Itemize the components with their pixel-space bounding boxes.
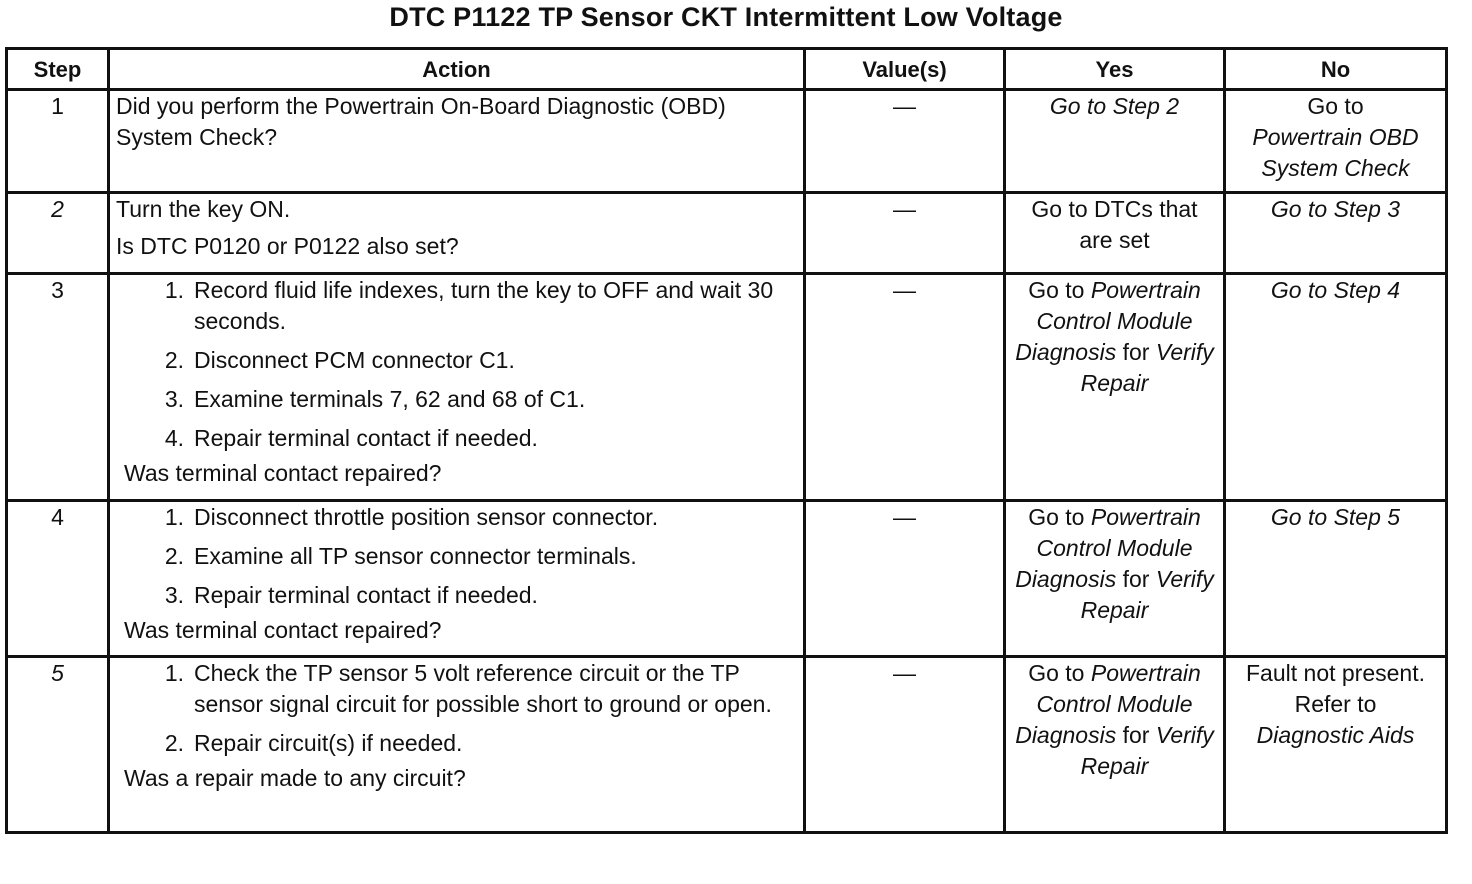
step-number: 5 [7, 657, 109, 833]
substep-text: Examine terminals 7, 62 and 68 of C1. [194, 386, 586, 412]
substep-list [116, 275, 797, 454]
header-action: Action [109, 49, 805, 90]
action-question: Is DTC P0120 or P0122 also set? [116, 233, 459, 259]
action-cell [109, 193, 805, 274]
substep-list [116, 502, 797, 611]
substep-text: Examine all TP sensor connector terminals. [194, 543, 637, 569]
step-number: 2 [7, 193, 109, 274]
action-question: Was terminal contact repaired? [124, 617, 442, 643]
step-number: 3 [7, 274, 109, 501]
yes-reference: Powertrain Control Module Diagnosis [1015, 660, 1201, 748]
step-number: 4 [7, 501, 109, 657]
yes-cell [1005, 657, 1225, 833]
value-cell: — [805, 193, 1005, 274]
substep-list [116, 658, 797, 759]
substep-number: 4. [164, 425, 184, 451]
substep-number: 2. [164, 543, 184, 569]
no-text: Fault not present. Refer to [1246, 660, 1425, 717]
no-cell: Go to Step 4 [1225, 274, 1447, 501]
substep-text: Disconnect PCM connector C1. [194, 347, 515, 373]
action-question: Was terminal contact repaired? [124, 460, 442, 486]
yes-connector: for [1122, 339, 1150, 365]
substep-text: Repair terminal contact if needed. [194, 582, 538, 608]
step-number: 1 [7, 90, 109, 193]
no-cell: Go to Step 3 [1225, 193, 1447, 274]
yes-cell: Go to DTCs that are set [1005, 193, 1225, 274]
table-row [7, 90, 1447, 193]
substep-number: 2. [164, 730, 184, 756]
yes-prefix: Go to [1028, 660, 1085, 686]
substep-number: 1. [164, 277, 184, 303]
no-text: Go to [1307, 93, 1364, 119]
substep-text: Check the TP sensor 5 volt reference circuit or the TP sensor signal circuit for possible short to ground or open. [194, 660, 772, 717]
substep-number: 1. [164, 660, 184, 686]
substep-number: 3. [164, 582, 184, 608]
value-cell: — [805, 657, 1005, 833]
table-row [7, 657, 1447, 833]
no-reference: Diagnostic Aids [1256, 722, 1415, 748]
yes-connector: for [1122, 566, 1150, 592]
value-cell: — [805, 90, 1005, 193]
value-cell: — [805, 274, 1005, 501]
substep-text: Disconnect throttle position sensor connector. [194, 504, 659, 530]
header-values: Value(s) [805, 49, 1005, 90]
yes-target: Verify Repair [1080, 566, 1214, 623]
list-item [116, 502, 797, 533]
yes-reference: Powertrain Control Module Diagnosis [1015, 504, 1201, 592]
action-text: Did you perform the Powertrain On-Board Diagnostic (OBD) System Check? [116, 93, 726, 150]
table-header-row [7, 49, 1447, 90]
no-cell: Go to Step 5 [1225, 501, 1447, 657]
yes-prefix: Go to [1028, 504, 1085, 530]
action-question: Was a repair made to any circuit? [124, 765, 466, 791]
no-cell [1225, 90, 1447, 193]
substep-text: Record fluid life indexes, turn the key to OFF and wait 30 seconds. [194, 277, 774, 334]
yes-connector: for [1122, 722, 1150, 748]
no-reference: Powertrain OBD System Check [1252, 124, 1419, 181]
yes-cell [1005, 501, 1225, 657]
action-cell [109, 501, 805, 657]
list-item [116, 728, 797, 759]
substep-text: Repair terminal contact if needed. [194, 425, 538, 451]
yes-target: Verify Repair [1080, 339, 1214, 396]
page-title: DTC P1122 TP Sensor CKT Intermittent Low Voltage [389, 2, 1063, 32]
list-item [116, 384, 797, 415]
table-row [7, 193, 1447, 274]
yes-target: Verify Repair [1080, 722, 1214, 779]
header-no: No [1225, 49, 1447, 90]
diagnostic-table [5, 47, 1448, 834]
action-cell [109, 90, 805, 193]
substep-number: 1. [164, 504, 184, 530]
yes-reference: Powertrain Control Module Diagnosis [1015, 277, 1201, 365]
list-item [116, 275, 797, 337]
no-cell [1225, 657, 1447, 833]
table-row [7, 501, 1447, 657]
yes-prefix: Go to [1028, 277, 1085, 303]
yes-cell: Go to Step 2 [1005, 90, 1225, 193]
yes-cell [1005, 274, 1225, 501]
value-cell: — [805, 501, 1005, 657]
substep-number: 3. [164, 386, 184, 412]
list-item [116, 580, 797, 611]
header-yes: Yes [1005, 49, 1225, 90]
action-cell [109, 657, 805, 833]
substep-number: 2. [164, 347, 184, 373]
action-cell [109, 274, 805, 501]
list-item [116, 541, 797, 572]
list-item [116, 423, 797, 454]
substep-text: Repair circuit(s) if needed. [194, 730, 463, 756]
list-item [116, 658, 797, 720]
table-row [7, 274, 1447, 501]
header-step: Step [7, 49, 109, 90]
action-text: Turn the key ON. [116, 196, 291, 222]
list-item [116, 345, 797, 376]
